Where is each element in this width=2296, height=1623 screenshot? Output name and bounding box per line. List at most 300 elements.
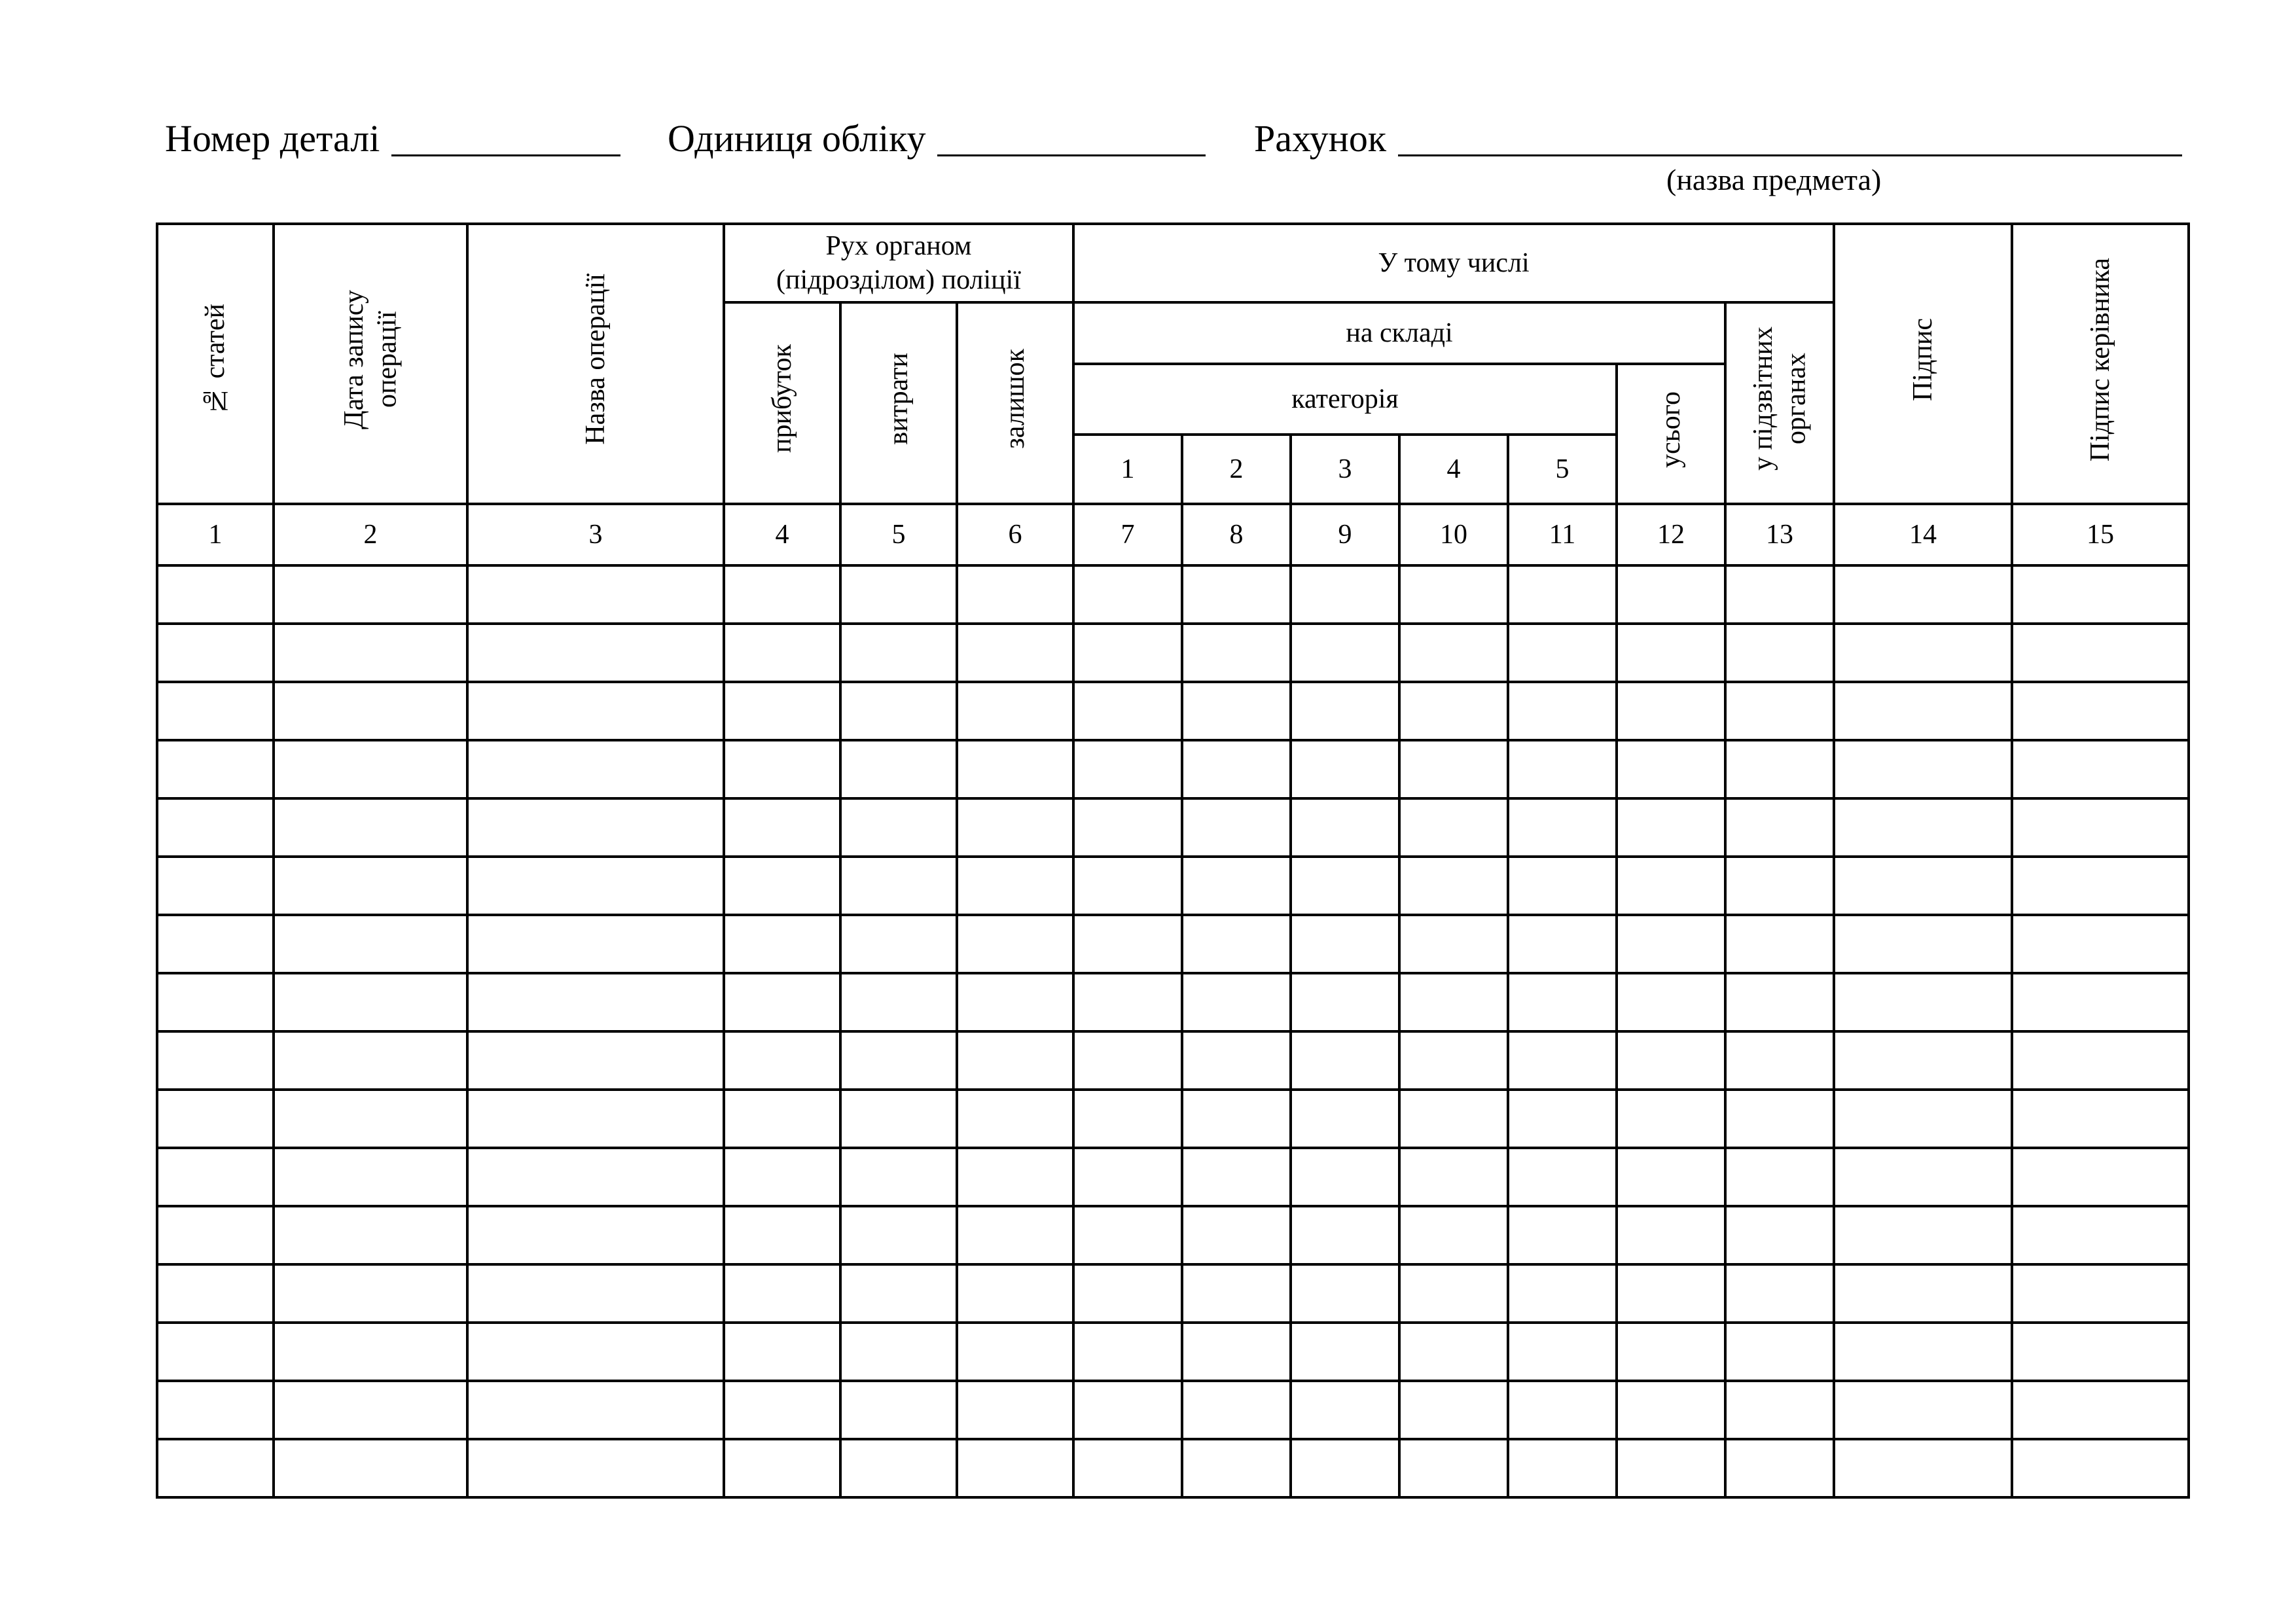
- column-number-14: 14: [1834, 504, 2012, 565]
- table-cell[interactable]: [1834, 1381, 2012, 1439]
- table-cell[interactable]: [274, 915, 467, 973]
- table-cell[interactable]: [467, 915, 724, 973]
- table-cell[interactable]: [1182, 1264, 1291, 1323]
- table-cell[interactable]: [157, 1323, 274, 1381]
- table-cell[interactable]: [1182, 1148, 1291, 1206]
- table-cell[interactable]: [1399, 1439, 1508, 1497]
- table-cell[interactable]: [1834, 624, 2012, 682]
- table-cell[interactable]: [840, 740, 957, 798]
- table-cell[interactable]: [1725, 682, 1834, 740]
- table-cell[interactable]: [1399, 1148, 1508, 1206]
- table-cell[interactable]: [2012, 1148, 2189, 1206]
- table-cell[interactable]: [2012, 1206, 2189, 1264]
- table-cell[interactable]: [1725, 1439, 1834, 1497]
- table-cell[interactable]: [157, 1439, 274, 1497]
- table-cell[interactable]: [1073, 798, 1182, 857]
- table-cell[interactable]: [840, 1031, 957, 1090]
- table-cell[interactable]: [274, 1148, 467, 1206]
- table-cell[interactable]: [1834, 915, 2012, 973]
- table-cell[interactable]: [1725, 1381, 1834, 1439]
- table-cell[interactable]: [724, 624, 840, 682]
- table-cell[interactable]: [1508, 624, 1617, 682]
- table-row: [157, 1148, 2189, 1206]
- table-cell[interactable]: [1291, 624, 1399, 682]
- table-cell[interactable]: [2012, 1381, 2189, 1439]
- table-cell[interactable]: [467, 624, 724, 682]
- table-cell[interactable]: [724, 565, 840, 624]
- table-cell[interactable]: [157, 1381, 274, 1439]
- table-cell[interactable]: [1399, 1031, 1508, 1090]
- table-cell[interactable]: [467, 565, 724, 624]
- table-row: [157, 1031, 2189, 1090]
- table-cell[interactable]: [1073, 1031, 1182, 1090]
- table-cell[interactable]: [1291, 1148, 1399, 1206]
- table-cell[interactable]: [274, 1264, 467, 1323]
- table-cell[interactable]: [1291, 1381, 1399, 1439]
- table-cell[interactable]: [957, 740, 1073, 798]
- table-cell[interactable]: [467, 1148, 724, 1206]
- table-cell[interactable]: [1617, 740, 1725, 798]
- table-cell[interactable]: [840, 1381, 957, 1439]
- table-row: [157, 1264, 2189, 1323]
- table-cell[interactable]: [1725, 1264, 1834, 1323]
- table-cell[interactable]: [1508, 798, 1617, 857]
- header-category-2: 2: [1182, 435, 1291, 504]
- table-cell[interactable]: [1399, 740, 1508, 798]
- table-cell[interactable]: [274, 1381, 467, 1439]
- table-cell[interactable]: [1834, 857, 2012, 915]
- table-cell[interactable]: [274, 1031, 467, 1090]
- table-cell[interactable]: [1508, 1264, 1617, 1323]
- table-cell[interactable]: [1725, 973, 1834, 1031]
- header-category-3: 3: [1291, 435, 1399, 504]
- table-cell[interactable]: [467, 682, 724, 740]
- table-cell[interactable]: [1508, 565, 1617, 624]
- table-row: [157, 1439, 2189, 1497]
- table-cell[interactable]: [2012, 565, 2189, 624]
- table-cell[interactable]: [1508, 682, 1617, 740]
- table-cell[interactable]: [274, 740, 467, 798]
- table-cell[interactable]: [467, 1090, 724, 1148]
- table-cell[interactable]: [840, 1090, 957, 1148]
- table-cell[interactable]: [957, 1148, 1073, 1206]
- table-cell[interactable]: [1834, 1148, 2012, 1206]
- table-cell[interactable]: [1617, 1148, 1725, 1206]
- table-cell[interactable]: [1617, 915, 1725, 973]
- table-cell[interactable]: [957, 1090, 1073, 1148]
- table-cell[interactable]: [2012, 1031, 2189, 1090]
- table-row: [157, 915, 2189, 973]
- table-cell[interactable]: [957, 973, 1073, 1031]
- table-cell[interactable]: [467, 857, 724, 915]
- table-cell[interactable]: [1073, 915, 1182, 973]
- table-cell[interactable]: [1182, 1381, 1291, 1439]
- table-cell[interactable]: [724, 1031, 840, 1090]
- table-cell[interactable]: [1617, 682, 1725, 740]
- table-cell[interactable]: [724, 1090, 840, 1148]
- table-cell[interactable]: [1182, 740, 1291, 798]
- table-cell[interactable]: [1182, 915, 1291, 973]
- table-cell[interactable]: [957, 1439, 1073, 1497]
- header-expenses: витрати: [840, 302, 957, 504]
- table-row: [157, 973, 2189, 1031]
- table-row: [157, 1206, 2189, 1264]
- table-cell[interactable]: [1182, 973, 1291, 1031]
- table-cell[interactable]: [724, 857, 840, 915]
- table-cell[interactable]: [1182, 624, 1291, 682]
- table-cell[interactable]: [1834, 973, 2012, 1031]
- table-cell[interactable]: [1291, 915, 1399, 973]
- table-row: [157, 1323, 2189, 1381]
- table-cell[interactable]: [1725, 624, 1834, 682]
- table-cell[interactable]: [1291, 682, 1399, 740]
- table-cell[interactable]: [274, 1323, 467, 1381]
- table-cell[interactable]: [1182, 1206, 1291, 1264]
- table-cell[interactable]: [157, 1031, 274, 1090]
- ledger-table: [156, 223, 2190, 1499]
- table-cell[interactable]: [2012, 1090, 2189, 1148]
- table-cell[interactable]: [1617, 565, 1725, 624]
- table-cell[interactable]: [467, 1264, 724, 1323]
- header-in-warehouse-group: на складі: [1073, 302, 1725, 364]
- table-cell[interactable]: [274, 1439, 467, 1497]
- part-number-field[interactable]: [391, 154, 620, 156]
- table-cell[interactable]: [2012, 1323, 2189, 1381]
- table-cell[interactable]: [724, 1381, 840, 1439]
- table-cell[interactable]: [1073, 857, 1182, 915]
- form-header: [0, 0, 2296, 209]
- table-cell[interactable]: [1291, 973, 1399, 1031]
- table-cell[interactable]: [840, 1148, 957, 1206]
- table-cell[interactable]: [1725, 565, 1834, 624]
- table-cell[interactable]: [1508, 915, 1617, 973]
- column-number-13: 13: [1725, 504, 1834, 565]
- table-cell[interactable]: [467, 1206, 724, 1264]
- header-balance: залишок: [957, 302, 1073, 504]
- header-signature: Підпис: [1834, 224, 2012, 504]
- header-category-4: 4: [1399, 435, 1508, 504]
- table-cell[interactable]: [1508, 740, 1617, 798]
- column-number-10: 10: [1399, 504, 1508, 565]
- table-cell[interactable]: [840, 682, 957, 740]
- table-cell[interactable]: [1725, 857, 1834, 915]
- table-cell[interactable]: [1617, 798, 1725, 857]
- table-cell[interactable]: [1182, 1323, 1291, 1381]
- table-cell[interactable]: [157, 798, 274, 857]
- header-record-date: Дата запису операції: [274, 224, 467, 504]
- table-cell[interactable]: [724, 740, 840, 798]
- column-number-2: 2: [274, 504, 467, 565]
- table-cell[interactable]: [467, 973, 724, 1031]
- table-cell[interactable]: [1182, 682, 1291, 740]
- table-cell[interactable]: [1291, 798, 1399, 857]
- table-cell[interactable]: [157, 1090, 274, 1148]
- table-cell[interactable]: [157, 1148, 274, 1206]
- table-cell[interactable]: [1291, 1439, 1399, 1497]
- account-label: Рахунок: [1254, 117, 1387, 160]
- table-cell[interactable]: [1291, 1264, 1399, 1323]
- table-cell[interactable]: [1617, 1206, 1725, 1264]
- table-cell[interactable]: [157, 682, 274, 740]
- table-cell[interactable]: [1073, 1381, 1182, 1439]
- table-cell[interactable]: [957, 857, 1073, 915]
- table-cell[interactable]: [1508, 973, 1617, 1031]
- table-cell[interactable]: [1182, 565, 1291, 624]
- table-cell[interactable]: [1508, 1439, 1617, 1497]
- header-operation-name: Назва операції: [467, 224, 724, 504]
- table-cell[interactable]: [1725, 1090, 1834, 1148]
- table-cell[interactable]: [957, 1381, 1073, 1439]
- table-cell[interactable]: [1073, 1206, 1182, 1264]
- table-cell[interactable]: [1399, 1323, 1508, 1381]
- table-cell[interactable]: [2012, 1439, 2189, 1497]
- table-cell[interactable]: [1725, 798, 1834, 857]
- table-cell[interactable]: [1399, 624, 1508, 682]
- table-cell[interactable]: [957, 1264, 1073, 1323]
- table-cell[interactable]: [1834, 798, 2012, 857]
- table-row: [157, 682, 2189, 740]
- table-cell[interactable]: [957, 1323, 1073, 1381]
- table-cell[interactable]: [157, 973, 274, 1031]
- table-row: [157, 624, 2189, 682]
- table-row: [157, 1381, 2189, 1439]
- table-cell[interactable]: [840, 857, 957, 915]
- table-cell[interactable]: [1725, 1148, 1834, 1206]
- table-cell[interactable]: [2012, 973, 2189, 1031]
- header-article-no: № статей: [157, 224, 274, 504]
- table-cell[interactable]: [1399, 857, 1508, 915]
- table-cell[interactable]: [1399, 565, 1508, 624]
- table-cell[interactable]: [1834, 565, 2012, 624]
- table-cell[interactable]: [467, 1323, 724, 1381]
- table-cell[interactable]: [1834, 1090, 2012, 1148]
- table-cell[interactable]: [1508, 1381, 1617, 1439]
- table-cell[interactable]: [1291, 1090, 1399, 1148]
- table-cell[interactable]: [1291, 1031, 1399, 1090]
- table-cell[interactable]: [2012, 1264, 2189, 1323]
- column-number-8: 8: [1182, 504, 1291, 565]
- table-cell[interactable]: [1073, 973, 1182, 1031]
- table-cell[interactable]: [1399, 1090, 1508, 1148]
- column-number-6: 6: [957, 504, 1073, 565]
- column-number-15: 15: [2012, 504, 2189, 565]
- header-head-signature: Підпис керівника: [2012, 224, 2189, 504]
- table-cell[interactable]: [957, 1031, 1073, 1090]
- table-cell[interactable]: [724, 798, 840, 857]
- column-number-7: 7: [1073, 504, 1182, 565]
- table-cell[interactable]: [2012, 915, 2189, 973]
- table-cell[interactable]: [1291, 740, 1399, 798]
- table-cell[interactable]: [2012, 857, 2189, 915]
- table-cell[interactable]: [2012, 624, 2189, 682]
- table-cell[interactable]: [957, 682, 1073, 740]
- header-category-1: 1: [1073, 435, 1182, 504]
- table-cell[interactable]: [724, 1323, 840, 1381]
- table-cell[interactable]: [1182, 857, 1291, 915]
- table-cell[interactable]: [1073, 1148, 1182, 1206]
- table-cell[interactable]: [467, 1031, 724, 1090]
- column-number-9: 9: [1291, 504, 1399, 565]
- table-cell[interactable]: [274, 682, 467, 740]
- table-cell[interactable]: [724, 1206, 840, 1264]
- table-cell[interactable]: [1182, 1090, 1291, 1148]
- table-cell[interactable]: [1617, 973, 1725, 1031]
- table-row: [157, 857, 2189, 915]
- table-cell[interactable]: [1508, 1206, 1617, 1264]
- table-cell[interactable]: [2012, 798, 2189, 857]
- table-cell[interactable]: [1617, 1090, 1725, 1148]
- table-cell[interactable]: [1073, 565, 1182, 624]
- table-cell[interactable]: [1508, 857, 1617, 915]
- table-cell[interactable]: [840, 973, 957, 1031]
- table-cell[interactable]: [1834, 740, 2012, 798]
- table-cell[interactable]: [274, 565, 467, 624]
- table-cell[interactable]: [467, 740, 724, 798]
- column-number-4: 4: [724, 504, 840, 565]
- table-cell[interactable]: [2012, 682, 2189, 740]
- table-cell[interactable]: [1725, 1323, 1834, 1381]
- table-cell[interactable]: [1725, 1206, 1834, 1264]
- table-cell[interactable]: [1834, 1206, 2012, 1264]
- account-field[interactable]: [1398, 154, 2182, 156]
- part-number-label: Номер деталі: [165, 117, 380, 160]
- table-cell[interactable]: [724, 1264, 840, 1323]
- table-cell[interactable]: [1291, 1323, 1399, 1381]
- accounting-unit-field[interactable]: [937, 154, 1206, 156]
- table-cell[interactable]: [274, 624, 467, 682]
- table-cell[interactable]: [1725, 915, 1834, 973]
- table-row: [157, 798, 2189, 857]
- table-cell[interactable]: [1073, 1090, 1182, 1148]
- table-cell[interactable]: [1834, 1323, 2012, 1381]
- column-number-row: [157, 504, 2189, 565]
- table-cell[interactable]: [274, 1206, 467, 1264]
- table-cell[interactable]: [724, 1148, 840, 1206]
- table-cell[interactable]: [1617, 1439, 1725, 1497]
- table-cell[interactable]: [274, 798, 467, 857]
- table-cell[interactable]: [840, 1264, 957, 1323]
- table-cell[interactable]: [467, 798, 724, 857]
- table-cell[interactable]: [1182, 1031, 1291, 1090]
- table-cell[interactable]: [1617, 1264, 1725, 1323]
- column-number-3: 3: [467, 504, 724, 565]
- table-cell[interactable]: [1399, 915, 1508, 973]
- table-cell[interactable]: [157, 915, 274, 973]
- table-cell[interactable]: [1834, 1031, 2012, 1090]
- column-number-11: 11: [1508, 504, 1617, 565]
- header-category-5: 5: [1508, 435, 1617, 504]
- table-cell[interactable]: [1399, 682, 1508, 740]
- header-subordinate: у підзвітних органах: [1725, 302, 1834, 504]
- table-cell[interactable]: [157, 857, 274, 915]
- table-cell[interactable]: [724, 915, 840, 973]
- header-income: прибуток: [724, 302, 840, 504]
- table-cell[interactable]: [957, 798, 1073, 857]
- table-cell[interactable]: [840, 798, 957, 857]
- table-cell[interactable]: [1617, 624, 1725, 682]
- table-cell[interactable]: [274, 1090, 467, 1148]
- table-cell[interactable]: [157, 624, 274, 682]
- table-cell[interactable]: [1073, 624, 1182, 682]
- table-cell[interactable]: [957, 565, 1073, 624]
- table-cell[interactable]: [1073, 740, 1182, 798]
- table-cell[interactable]: [1073, 1323, 1182, 1381]
- column-number-12: 12: [1617, 504, 1725, 565]
- table-cell[interactable]: [274, 973, 467, 1031]
- table-cell[interactable]: [1508, 1031, 1617, 1090]
- header-row-1: [157, 224, 2189, 302]
- table-cell[interactable]: [1399, 1381, 1508, 1439]
- table-cell[interactable]: [840, 915, 957, 973]
- header-including-group: У тому числі: [1073, 224, 1834, 302]
- table-cell[interactable]: [1725, 740, 1834, 798]
- header-total: усього: [1617, 364, 1725, 504]
- table-cell[interactable]: [1291, 857, 1399, 915]
- table-cell[interactable]: [2012, 740, 2189, 798]
- table-cell[interactable]: [724, 682, 840, 740]
- table-cell[interactable]: [1508, 1323, 1617, 1381]
- table-cell[interactable]: [1073, 1264, 1182, 1323]
- table-cell[interactable]: [1291, 1206, 1399, 1264]
- table-cell[interactable]: [1834, 1264, 2012, 1323]
- table-cell[interactable]: [1291, 565, 1399, 624]
- accounting-unit-label: Одиниця обліку: [668, 117, 926, 160]
- table-cell[interactable]: [1182, 1439, 1291, 1497]
- table-cell[interactable]: [840, 1323, 957, 1381]
- table-cell[interactable]: [157, 740, 274, 798]
- table-cell[interactable]: [157, 1264, 274, 1323]
- table-cell[interactable]: [1725, 1031, 1834, 1090]
- table-cell[interactable]: [957, 915, 1073, 973]
- table-row: [157, 565, 2189, 624]
- table-cell[interactable]: [840, 624, 957, 682]
- table-cell[interactable]: [957, 1206, 1073, 1264]
- table-cell[interactable]: [1073, 1439, 1182, 1497]
- header-category-group: категорія: [1073, 364, 1617, 435]
- table-cell[interactable]: [840, 1439, 957, 1497]
- item-name-caption: (назва предмета): [1666, 163, 1882, 196]
- table-cell[interactable]: [1508, 1148, 1617, 1206]
- table-cell[interactable]: [724, 1439, 840, 1497]
- table-cell[interactable]: [1399, 798, 1508, 857]
- table-cell[interactable]: [1617, 1031, 1725, 1090]
- table-cell[interactable]: [1617, 1381, 1725, 1439]
- table-cell[interactable]: [724, 973, 840, 1031]
- column-number-5: 5: [840, 504, 957, 565]
- table-cell[interactable]: [840, 1206, 957, 1264]
- table-cell[interactable]: [467, 1439, 724, 1497]
- table-cell[interactable]: [157, 1206, 274, 1264]
- table-cell[interactable]: [1617, 1323, 1725, 1381]
- table-cell[interactable]: [1399, 973, 1508, 1031]
- table-cell[interactable]: [1399, 1264, 1508, 1323]
- table-cell[interactable]: [840, 565, 957, 624]
- table-cell[interactable]: [1834, 1439, 2012, 1497]
- table-cell[interactable]: [1834, 682, 2012, 740]
- table-cell[interactable]: [157, 565, 274, 624]
- table-cell[interactable]: [1182, 798, 1291, 857]
- table-cell[interactable]: [1399, 1206, 1508, 1264]
- table-cell[interactable]: [1073, 682, 1182, 740]
- table-cell[interactable]: [274, 857, 467, 915]
- header-movement-group: Рух органом (підрозділом) поліції: [724, 224, 1073, 302]
- table-cell[interactable]: [957, 624, 1073, 682]
- table-row: [157, 740, 2189, 798]
- table-cell[interactable]: [1617, 857, 1725, 915]
- table-cell[interactable]: [1508, 1090, 1617, 1148]
- table-cell[interactable]: [467, 1381, 724, 1439]
- column-number-1: 1: [157, 504, 274, 565]
